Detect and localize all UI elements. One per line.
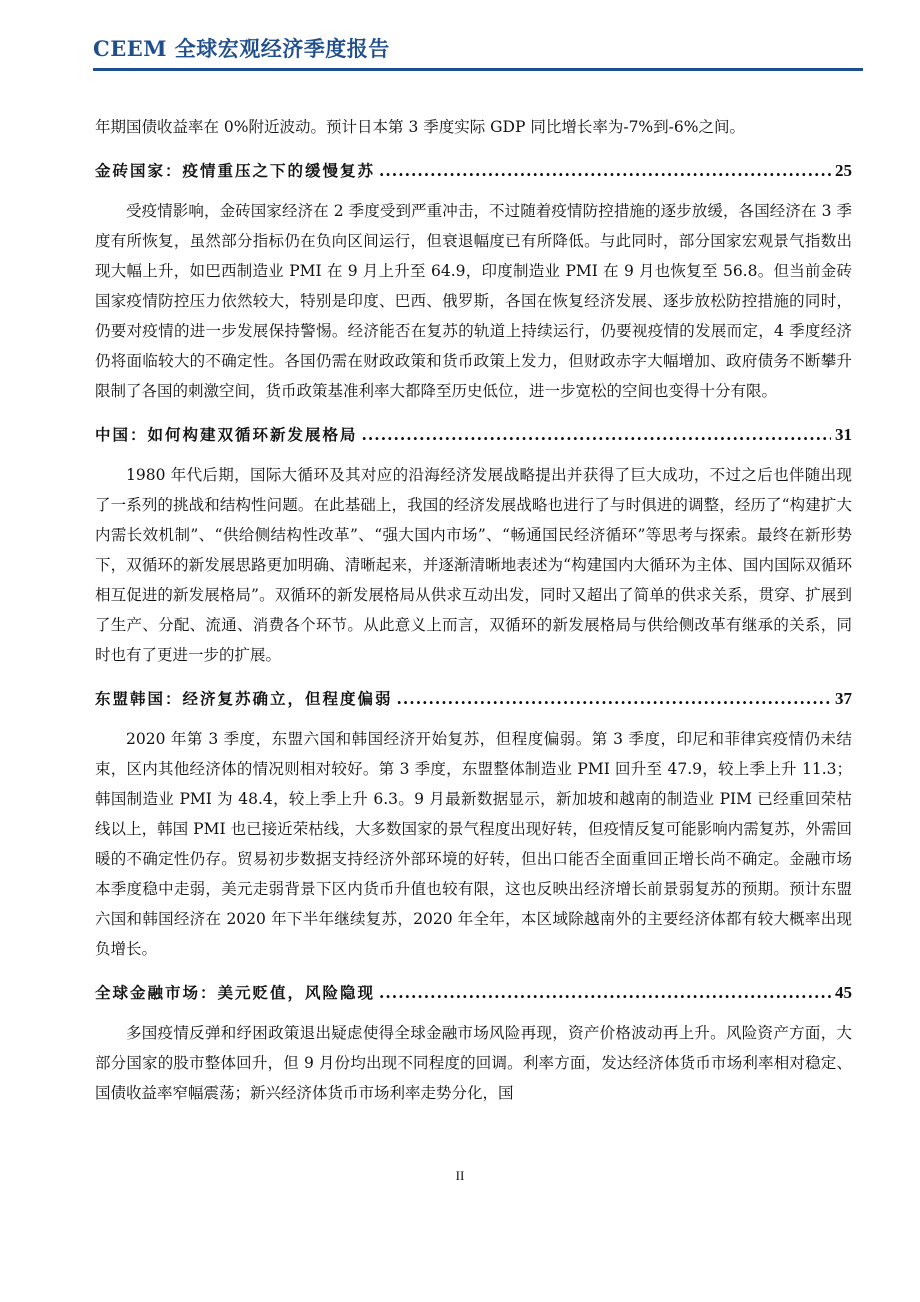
toc-leader-dots — [397, 684, 831, 714]
toc-entry-china[interactable] — [95, 420, 852, 450]
section-summary: 1980 年代后期，国际大循环及其对应的沿海经济发展战略提出并获得了巨大成功，不过之后也伴随出现了一系列的挑战和结构性问题。在此基础上，我国的经济发展战略也进行了与时俱进的调整，经历了“构建扩大内需长效机制”、“供给侧结构性改革”、“强大国内市场”、“畅通国民经济循环”等思考与探索。最终在新形势下，双循环的新发展思路更加明确、清晰起来，并逐渐清晰地表述为“构建国内大循环为主体、国内国际双循环相互促进的新发展格局”。双循环的新发展格局从供求互动出发，同时又超出了简单的供求关系，贯穿、扩展到了生产、分配、流通、消费各个环节。从此意义上而言，双循环的新发展格局与供给侧改革有继承的关系，同时也有了更进一步的扩展。 — [95, 466, 852, 664]
toc-title: 中国：如何构建双循环新发展格局 — [95, 425, 358, 444]
toc-leader-dots — [379, 156, 831, 186]
toc-title: 全球金融市场：美元贬值，风险隐现 — [95, 983, 376, 1002]
toc-title: 东盟韩国：经济复苏确立，但程度偏弱 — [95, 689, 393, 708]
toc-entry-asean-korea[interactable] — [95, 684, 852, 714]
page-footer — [0, 1168, 920, 1184]
report-title: CEEM 全球宏观经济季度报告 — [93, 36, 390, 61]
section-summary: 受疫情影响，金砖国家经济在 2 季度受到严重冲击，不过随着疫情防控措施的逐步放缓，各国经济在 3 季度有所恢复，虽然部分指标仍在负向区间运行，但衰退幅度已有所降低。与此同时，部分国家宏观景气指数出现大幅上升，如巴西制造业 PMI 在 9 月上升至 64.9，印度制造业 PMI 在 9 月也恢复至 56.8。但当前金砖国家疫情防控压力依然较大，特别是印度、巴西、俄罗斯，各国在恢复经济发展、逐步放松防控措施的同时，仍要对疫情的进一步发展保持警惕。经济能否在复苏的轨道上持续运行，仍要视疫情的发展而定，4 季度经济仍将面临较大的不确定性。各国仍需在财政政策和货币政策上发力，但财政赤字大幅增加、政府债务不断攀升限制了各国的刺激空间，货币政策基准利率大都降至历史低位，进一步宽松的空间也变得十分有限。 — [95, 202, 852, 400]
toc-page-number: 37 — [835, 689, 852, 708]
toc-title: 金砖国家：疫情重压之下的缓慢复苏 — [95, 161, 376, 180]
page-number: II — [455, 1168, 465, 1183]
toc-page-number: 45 — [835, 983, 852, 1002]
page-header — [93, 34, 863, 64]
intro-paragraph: 年期国债收益率在 0%附近波动。预计日本第 3 季度实际 GDP 同比增长率为-7%到-6%之间。 — [95, 118, 745, 136]
page-content — [95, 110, 852, 1108]
toc-page-number: 25 — [835, 161, 852, 180]
header-divider — [93, 68, 863, 71]
toc-page-number: 31 — [835, 425, 852, 444]
toc-entry-brics[interactable] — [95, 156, 852, 186]
section-summary: 多国疫情反弹和纾困政策退出疑虑使得全球金融市场风险再现，资产价格波动再上升。风险资产方面，大部分国家的股市整体回升，但 9 月份均出现不同程度的回调。利率方面，发达经济体货币市场利率相对稳定、国债收益率窄幅震荡；新兴经济体货币市场利率走势分化，国 — [95, 1024, 852, 1102]
toc-leader-dots — [379, 978, 831, 1008]
toc-entry-financial-markets[interactable] — [95, 978, 852, 1008]
toc-leader-dots — [362, 420, 831, 450]
section-summary: 2020 年第 3 季度，东盟六国和韩国经济开始复苏，但程度偏弱。第 3 季度，印尼和菲律宾疫情仍未结束，区内其他经济体的情况则相对较好。第 3 季度，东盟整体制造业 PMI 回升至 47.9，较上季上升 11.3；韩国制造业 PMI 为 48.4，较上季上升 6.3。9 月最新数据显示，新加坡和越南的制造业 PIM 已经重回荣枯线以上，韩国 PMI 也已接近荣枯线，大多数国家的景气程度出现好转，但疫情反复可能影响内需复苏，外需回暖的不确定性仍存。贸易初步数据支持经济外部环境的好转，但出口能否全面重回正增长尚不确定。金融市场本季度稳中走弱，美元走弱背景下区内货币升值也较有限，这也反映出经济增长前景弱复苏的预期。预计东盟六国和韩国经济在 2020 年下半年继续复苏，2020 年全年，本区域除越南外的主要经济体都有较大概率出现负增长。 — [95, 730, 852, 958]
